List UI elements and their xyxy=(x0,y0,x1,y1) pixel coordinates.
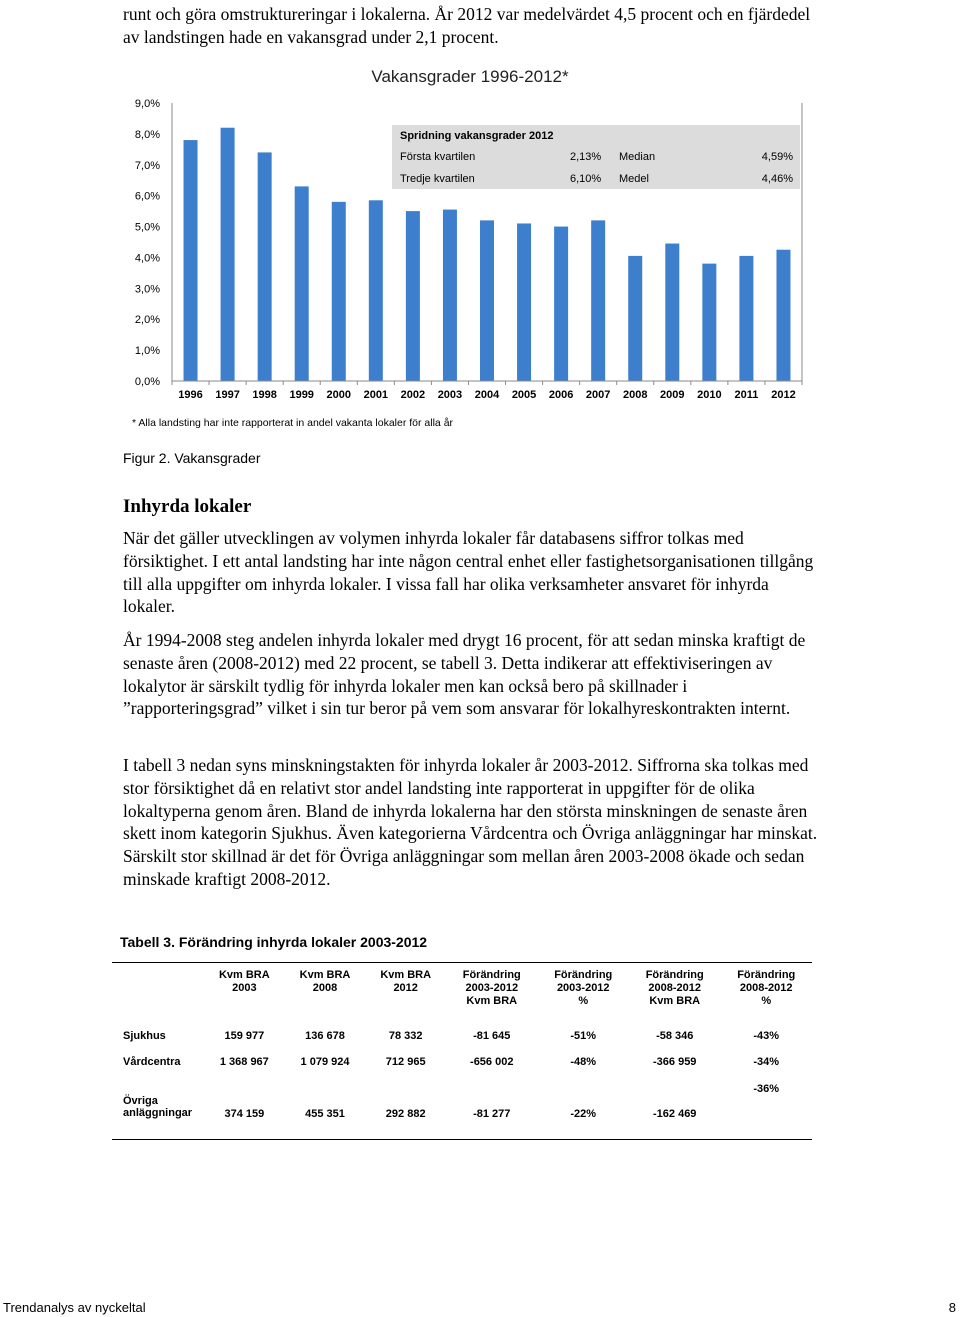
row-label: Sjukhus xyxy=(123,1030,166,1042)
y-tick-label: 4,0% xyxy=(134,252,160,265)
table-cell: -58 346 xyxy=(656,1030,694,1042)
x-tick-label: 2000 xyxy=(326,389,352,401)
paragraph-3: I tabell 3 nedan syns minskningstakten för inhyrda lokaler år 2003-2012. Siffrorna ska tolkas med stor försiktighet då en relativt stor andel landsting inte rapporterat in uppgifter för de olika lokaltyperna genom åren. Bland de inhyrda lokalerna har den största minskningen de senaste åren skett inom kategorin Sjukhus. Även kategorierna Vårdcentra och Övriga anläggningar har minskat. Särskilt stor skillnad är det för Övriga anläggningar som mellan åren 2003-2008 ökade och sedan minskade kraftigt 2008-2012. xyxy=(123,755,818,889)
footer-title: Trendanalys av nyckeltal xyxy=(3,1300,146,1315)
x-tick-label: 2011 xyxy=(734,389,759,401)
bar-2008 xyxy=(628,256,642,381)
table-caption: Tabell 3. Förändring inhyrda lokaler 2003-2012 xyxy=(120,934,428,950)
x-tick-label: 2001 xyxy=(363,389,389,401)
bar-2003 xyxy=(443,210,457,381)
paragraph-1: När det gäller utvecklingen av volymen inhyrda lokaler får databasens siffror tolkas med försiktighet. I ett antal landsting har inte någon central enhet eller fastighetsorganisationen tillgång till alla uppgifter om inhyrda lokaler. I vissa fall har olika verksamheter ansvaret för inhyrda lokaler. xyxy=(123,528,814,617)
table-cell: -162 469 xyxy=(653,1108,697,1120)
x-tick-label: 2012 xyxy=(771,389,796,401)
x-tick-label: 2002 xyxy=(400,389,426,401)
table-row-ovriga xyxy=(112,1075,812,1140)
x-tick-label: 2004 xyxy=(474,389,500,401)
header-kvm-2008: Kvm BRA 2008 xyxy=(299,969,351,994)
x-tick-label: 2006 xyxy=(548,389,574,401)
table-cell: 292 882 xyxy=(385,1108,426,1120)
inset-value-median: 4,59% xyxy=(761,151,793,163)
y-tick-label: 9,0% xyxy=(134,98,160,110)
header-change-2003-2012-kvm: Förändring 2003-2012 Kvm BRA xyxy=(462,969,521,1007)
header-empty xyxy=(112,963,204,1024)
x-tick-label: 2009 xyxy=(660,389,685,401)
bar-2006 xyxy=(554,227,568,381)
y-axis xyxy=(135,98,172,388)
table-cell: 455 351 xyxy=(305,1108,345,1120)
table-row-sjukhus xyxy=(112,1023,812,1049)
y-tick-label: 0,0% xyxy=(134,376,160,388)
table-cell: 1 079 924 xyxy=(300,1056,350,1068)
x-tick-label: 2008 xyxy=(622,389,648,401)
x-tick-label: 2005 xyxy=(511,389,537,401)
table-cell: 374 159 xyxy=(224,1108,265,1120)
spread-inset-box xyxy=(392,125,800,189)
y-tick-label: 6,0% xyxy=(134,190,160,203)
bar-1997 xyxy=(221,128,235,381)
paragraph-2: År 1994-2008 steg andelen inhyrda lokaler med drygt 16 procent, för att sedan minska kraftigt de senaste åren (2008-2012) med 22 procent, se tabell 3. Detta indikerar att effektiviseringen av lokalytor är särskilt tydlig för inhyrda lokaler men kan också bero på skillnader i ”rapporteringsgrad” vilket i sin tur beror på vem som ansvarar för lokalhyreskontrakten internt. xyxy=(123,630,806,719)
table-cell: -22% xyxy=(570,1108,597,1120)
bar-1996 xyxy=(184,140,198,381)
table-cell: -656 002 xyxy=(470,1056,514,1068)
inset-value-q3: 6,10% xyxy=(570,173,602,185)
bar-2010 xyxy=(702,264,716,381)
change-table xyxy=(112,962,812,1140)
header-kvm-2012: Kvm BRA 2012 xyxy=(380,969,432,994)
bar-2005 xyxy=(517,223,531,381)
table-cell: 1 368 967 xyxy=(219,1056,269,1068)
inset-label-mean: Medel xyxy=(619,173,649,185)
inset-value-mean: 4,46% xyxy=(761,173,793,185)
bar-2000 xyxy=(332,202,346,381)
row-label: Övriga anläggningar xyxy=(123,1095,193,1119)
vacancy-bar-chart xyxy=(120,62,820,442)
table-cell: 159 977 xyxy=(224,1030,265,1042)
y-tick-label: 8,0% xyxy=(134,128,160,141)
inset-label-q1: Första kvartilen xyxy=(400,151,476,163)
chart-footnote: * Alla landsting har inte rapporterat in andel vakanta lokaler för alla år xyxy=(132,417,454,429)
table-cell: -43% xyxy=(753,1030,780,1042)
table-header-row xyxy=(112,963,812,1024)
figure-caption: Figur 2. Vakansgrader xyxy=(123,450,261,466)
table-cell: 136 678 xyxy=(305,1030,345,1042)
bar-2002 xyxy=(406,211,420,381)
y-tick-label: 7,0% xyxy=(134,159,160,172)
y-tick-label: 5,0% xyxy=(134,221,160,234)
table-row-vardcentra xyxy=(112,1049,812,1075)
table-cell: -81 645 xyxy=(473,1030,511,1042)
inset-label-median: Median xyxy=(619,151,656,163)
row-label: Vårdcentra xyxy=(123,1056,181,1068)
bar-2011 xyxy=(739,256,753,381)
table-cell: -81 277 xyxy=(473,1108,511,1120)
y-tick-label: 2,0% xyxy=(134,314,160,327)
table-cell: 78 332 xyxy=(388,1030,423,1042)
x-tick-label: 1997 xyxy=(215,389,240,401)
y-tick-label: 1,0% xyxy=(134,345,160,358)
x-tick-label: 2003 xyxy=(437,389,463,401)
table-cell: -36% xyxy=(753,1083,780,1095)
section-heading: Inhyrda lokaler xyxy=(123,496,252,517)
y-tick-label: 3,0% xyxy=(134,283,160,296)
header-change-2008-2012-kvm: Förändring 2008-2012 Kvm BRA xyxy=(645,969,704,1007)
bar-2001 xyxy=(369,200,383,381)
inset-label-q3: Tredje kvartilen xyxy=(400,173,475,185)
intro-paragraph: runt och göra omstruktureringar i lokalerna. År 2012 var medelvärdet 4,5 procent och en fjärdedel av landstingen hade en vakansgrad under 2,1 procent. xyxy=(123,4,811,47)
chart-title: Vakansgrader 1996-2012* xyxy=(371,67,569,86)
table-cell: -366 959 xyxy=(653,1056,697,1068)
table-cell: -51% xyxy=(570,1030,597,1042)
table-cell: -48% xyxy=(570,1056,597,1068)
inset-title: Spridning vakansgrader 2012 xyxy=(400,130,554,142)
table-cell: 712 965 xyxy=(385,1056,426,1068)
header-change-2008-2012-pct: Förändring 2008-2012 % xyxy=(737,969,796,1007)
x-tick-label: 1999 xyxy=(289,389,314,401)
header-change-2003-2012-pct: Förändring 2003-2012 % xyxy=(554,969,613,1007)
header-kvm-2003: Kvm BRA 2003 xyxy=(218,969,270,994)
bar-1999 xyxy=(295,186,309,381)
table-cell: -34% xyxy=(753,1056,780,1068)
bar-2004 xyxy=(480,220,494,381)
x-tick-label: 1998 xyxy=(252,389,277,401)
bar-1998 xyxy=(258,152,272,381)
bar-2009 xyxy=(665,244,679,381)
x-tick-label: 2007 xyxy=(585,389,611,401)
x-tick-label: 1996 xyxy=(178,389,203,401)
page-number: 8 xyxy=(948,1300,956,1315)
bar-2007 xyxy=(591,220,605,381)
bar-2012 xyxy=(776,250,790,381)
x-tick-label: 2010 xyxy=(697,389,722,401)
inset-value-q1: 2,13% xyxy=(570,151,602,163)
